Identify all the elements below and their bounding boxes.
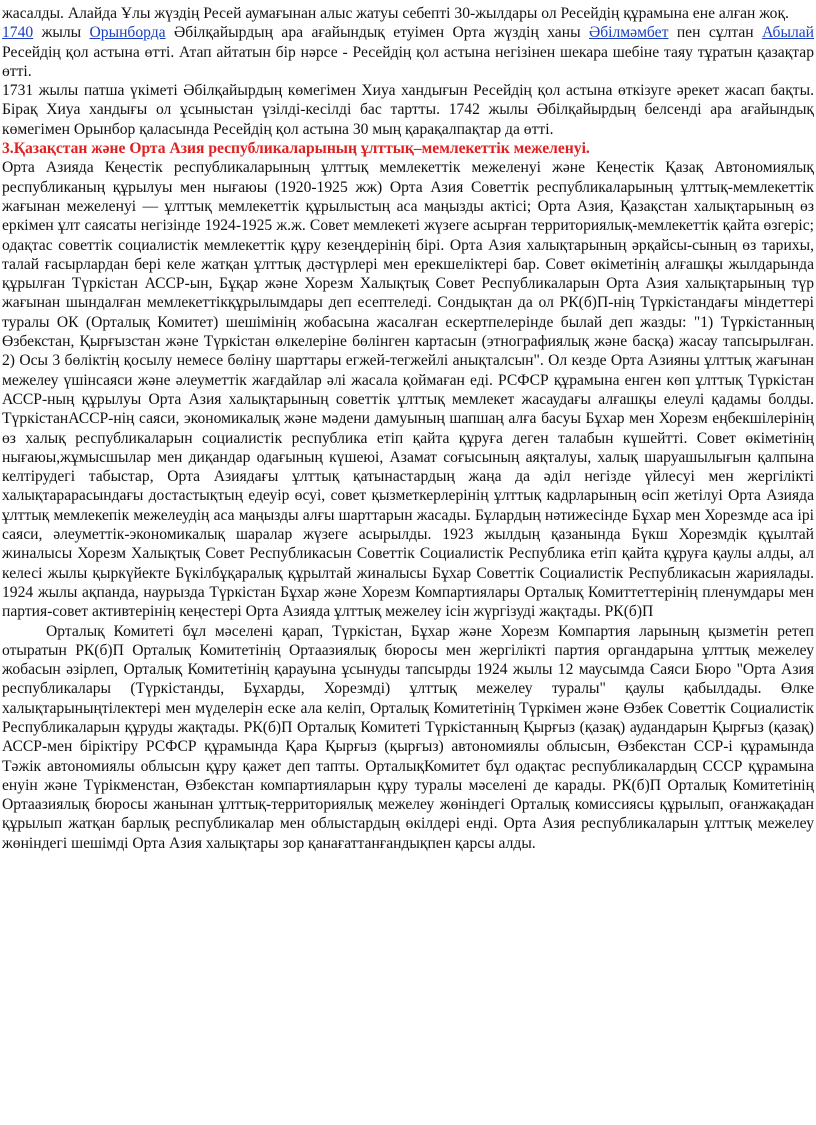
link-orenburg[interactable]: Орынборда <box>89 24 166 42</box>
link-abilmambet[interactable]: Әбілмәмбет <box>588 24 669 42</box>
text-span: жылы <box>33 24 90 42</box>
link-year-1740[interactable]: 1740 <box>2 24 34 42</box>
paragraph-1731: 1731 жылы патша үкіметі Әбілқайырдың көмегімен Хиуа хандығын Ресейдің қол астына өткізуге әрекет жасап бақты. Бірақ Хиуа хандығы ол ұсыныстан үзілді-кесілді бас тартты. 1742 жылы Әбілқайырдың белсенді ара ағайындық көмегімен Орынбор қаласында Ресейдің қол астына 30 мың қарақалпақтар да өтті. <box>2 82 814 138</box>
paragraph-1740 <box>2 23 814 81</box>
text-span: Ресейдің қол астына өтті. Атап айтатын бір нәрсе - Ресейдің қол астына негізінен шекара шебіне таяу тұратын қазақтар өтті. <box>2 43 814 80</box>
paragraph-intro: жасалды. Алайда Ұлы жүздің Ресей аумағынан алыс жатуы себепті 30-жылдары ол Ресейдің құрамына ене алған жоқ. <box>2 5 789 22</box>
link-abylai[interactable]: Абылай <box>762 24 814 42</box>
paragraph-central-committee: Орталық Комитеті бұл мәселені қарап, Түркістан, Бұхар және Хорезм Компартия ларының қызметін ретеп отыратын РК(б)П Орталық Комитетінің Ортаазиялық бюросы мен жергілікті партия органдарына ұлттық межелеу жобасын әзірлеп, Орталық Комитетінің қарауына ұсынуды тапсырды 1924 жылы 12 маусымда Саяси Бюро "Орта Азия республикалары (Түркістанды, Бұхарды, Хорезмді) ұлттық межелеу туралы" қаулы қабылдады. Өлке халықтарыныңтілектері мен мүделерін еске ала келіп, Орталық Комитетінің Түркімен және Өзбек Советтік Социалистік Республикаларын құруды жақтады. РК(б)П Орталық Комитеті Түркістанның Қырғыз (қазақ) аудандарын Қырғыз (қазақ) АССР-мен біріктіру РСФСР құрамында Қара Қырғыз (қырғыз) автономиялы облысын, Өзбекстан ССР-і құрамында Тәжік автономиялы облысын құру қажет деп тапты. ОрталықКомитет бұл одақтас республикалардың СССР құрамына енуін және Түрікменстан, Өзбекстан компартияларын құру туралы мәселені де карады. РК(б)П Орталық Комитетінің Ортаазиялық бюросы жанынан ұлттық-территориялық межелеу жөніндегі Орталық комиссиясы құрылып, оғанжақадан құрылып жатқан барлық республикалар мен облыстардың өкілдері енді. Орта Азия республикаларын ұлттық межелеу жөніндегі шешімді Орта Азия халықтары зор қанағаттанғандықпен қарсы алды. <box>2 622 814 852</box>
paragraph-main: Орта Азияда Кеңестік республикаларының ұлттық мемлекеттік межеленуі және Кеңестік Қазақ Автономиялық республиканың құрылуы мен нығаюы (1920-1925 жж) Орта Азия Советтік республикаларының ұлттық-мемлекеттік жағынан межеленуі — ұлттық мемлекеттік құрылыстың аса маңызды актісі; Орта Азия, Қазақстан халықтарының өз еркімен ұлт саясаты негізінде 1924-1925 ж.ж. Совет мемлекеті жүзеге асырған территориялық-мемлекеттік қайта өзгеріс; одақтас советтік социалистік мемлекеттік құру кезеңдерінің бірі. Орта Азия халықтарының әрқайсы-сының өз тарихы, талай ғасырлардан бері келе жатқан ұлттық дәстүрлері мен ерекшеліктері бар. Совет өкіметінің алғашқы жылдарында құрылған Түркістан АССР-ын, Бұқар және Хорезм Халықтық Совет Республикаларын Орта Азия халықтарының түр жағынан шындалған мемлекеттікқұрылымдары деп есептеледі. Сондықтан да ол РК(б)П-нің Түркістандағы міндеттері туралы ОК (Орталық Комитет) шешімінің жобасына жасалған ескертпелерінде былай деп жазды: "1) Түркістанның Өзбекстан, Қырғызстан және Түркістан өлкелеріне бөлінген картасын (этнографиялық және басқа) жасау тапсырылған. 2) Осы 3 бөліктің қосылу немесе бөліну шарттары егжей-тегжейлі анықталсын". Ол кезде Орта Азияны ұлттық жағынан межелеу үшінсаяси және әлеуметтік жағдайлар әлі жасала қоймаған еді. РСФСР құрамына енген көп ұлттық Түркістан АССР-ның құрылуы Орта Азия халықтарының советтік ұлттық мемлекет жасаудағы алғашқы елеулі қадамы болды. ТүркістанАССР-нің саяси, экономикалық және мәдени дамуының шапшаң алға басуы Бұхар мен Хорезм еңбекшілерінің өз халық республикаларын социалистік республика етіп қайта құруға деген талабын күшейтті. Совет өкіметінің нығаюы,жұмысшылар мен диқандар одағының күшеюі, Азамат соғысының аяқталуы, халық шаруашылығын қалпына келтірудегі табыстар, Орта Азиядағы ұлттық қатынастардың жаңа да әділ негізде үйлесуі мен жергілікті халықтарарасындағы достастықтың едеуір өсуі, совет қызметкерлерінің ұлттық кадрларының өсіп жетілуі Орта Азияда ұлттық мемлекепік межелеудің аса маңызды алғы шарттарын жасады. Бұлардың нәтижесінде Бұхар мен Хорезмде аса ірі саяси, әлеуметтік-экономикалық шаралар жүзеге асырылды. 1923 жылдың қазанында Бүкш Хорезмдік құылтай жиналысы Хорезм Халықтық Совет Республикасын Советтік Социалистік Республика етіп қайта құруға қаулы алды, ал келесі жылы қыркүйекте Бүкілбұқаралық құрылтай жиналысы Бұхар Советтік Социалистік Республикасын жариялады. 1924 жылы ақпанда, наурызда Түркістан Бұхар және Хорезм Компартиялары Орталық Комиттеттерінің пленумдары мен партия-совет активтерінің кеңестері Орта Азияда ұлттық межелеу ісін жүргізуді жақтады. РК(б)П <box>2 159 814 621</box>
text-span: Әбілқайырдың ара ағайындық етуімен Орта жүздің ханы <box>165 24 589 42</box>
text-span: пен сұлтан <box>668 24 763 42</box>
section-heading: 3.Қазақстан және Орта Азия республикаларының ұлттық–мемлекеттік межеленуі. <box>2 140 590 158</box>
